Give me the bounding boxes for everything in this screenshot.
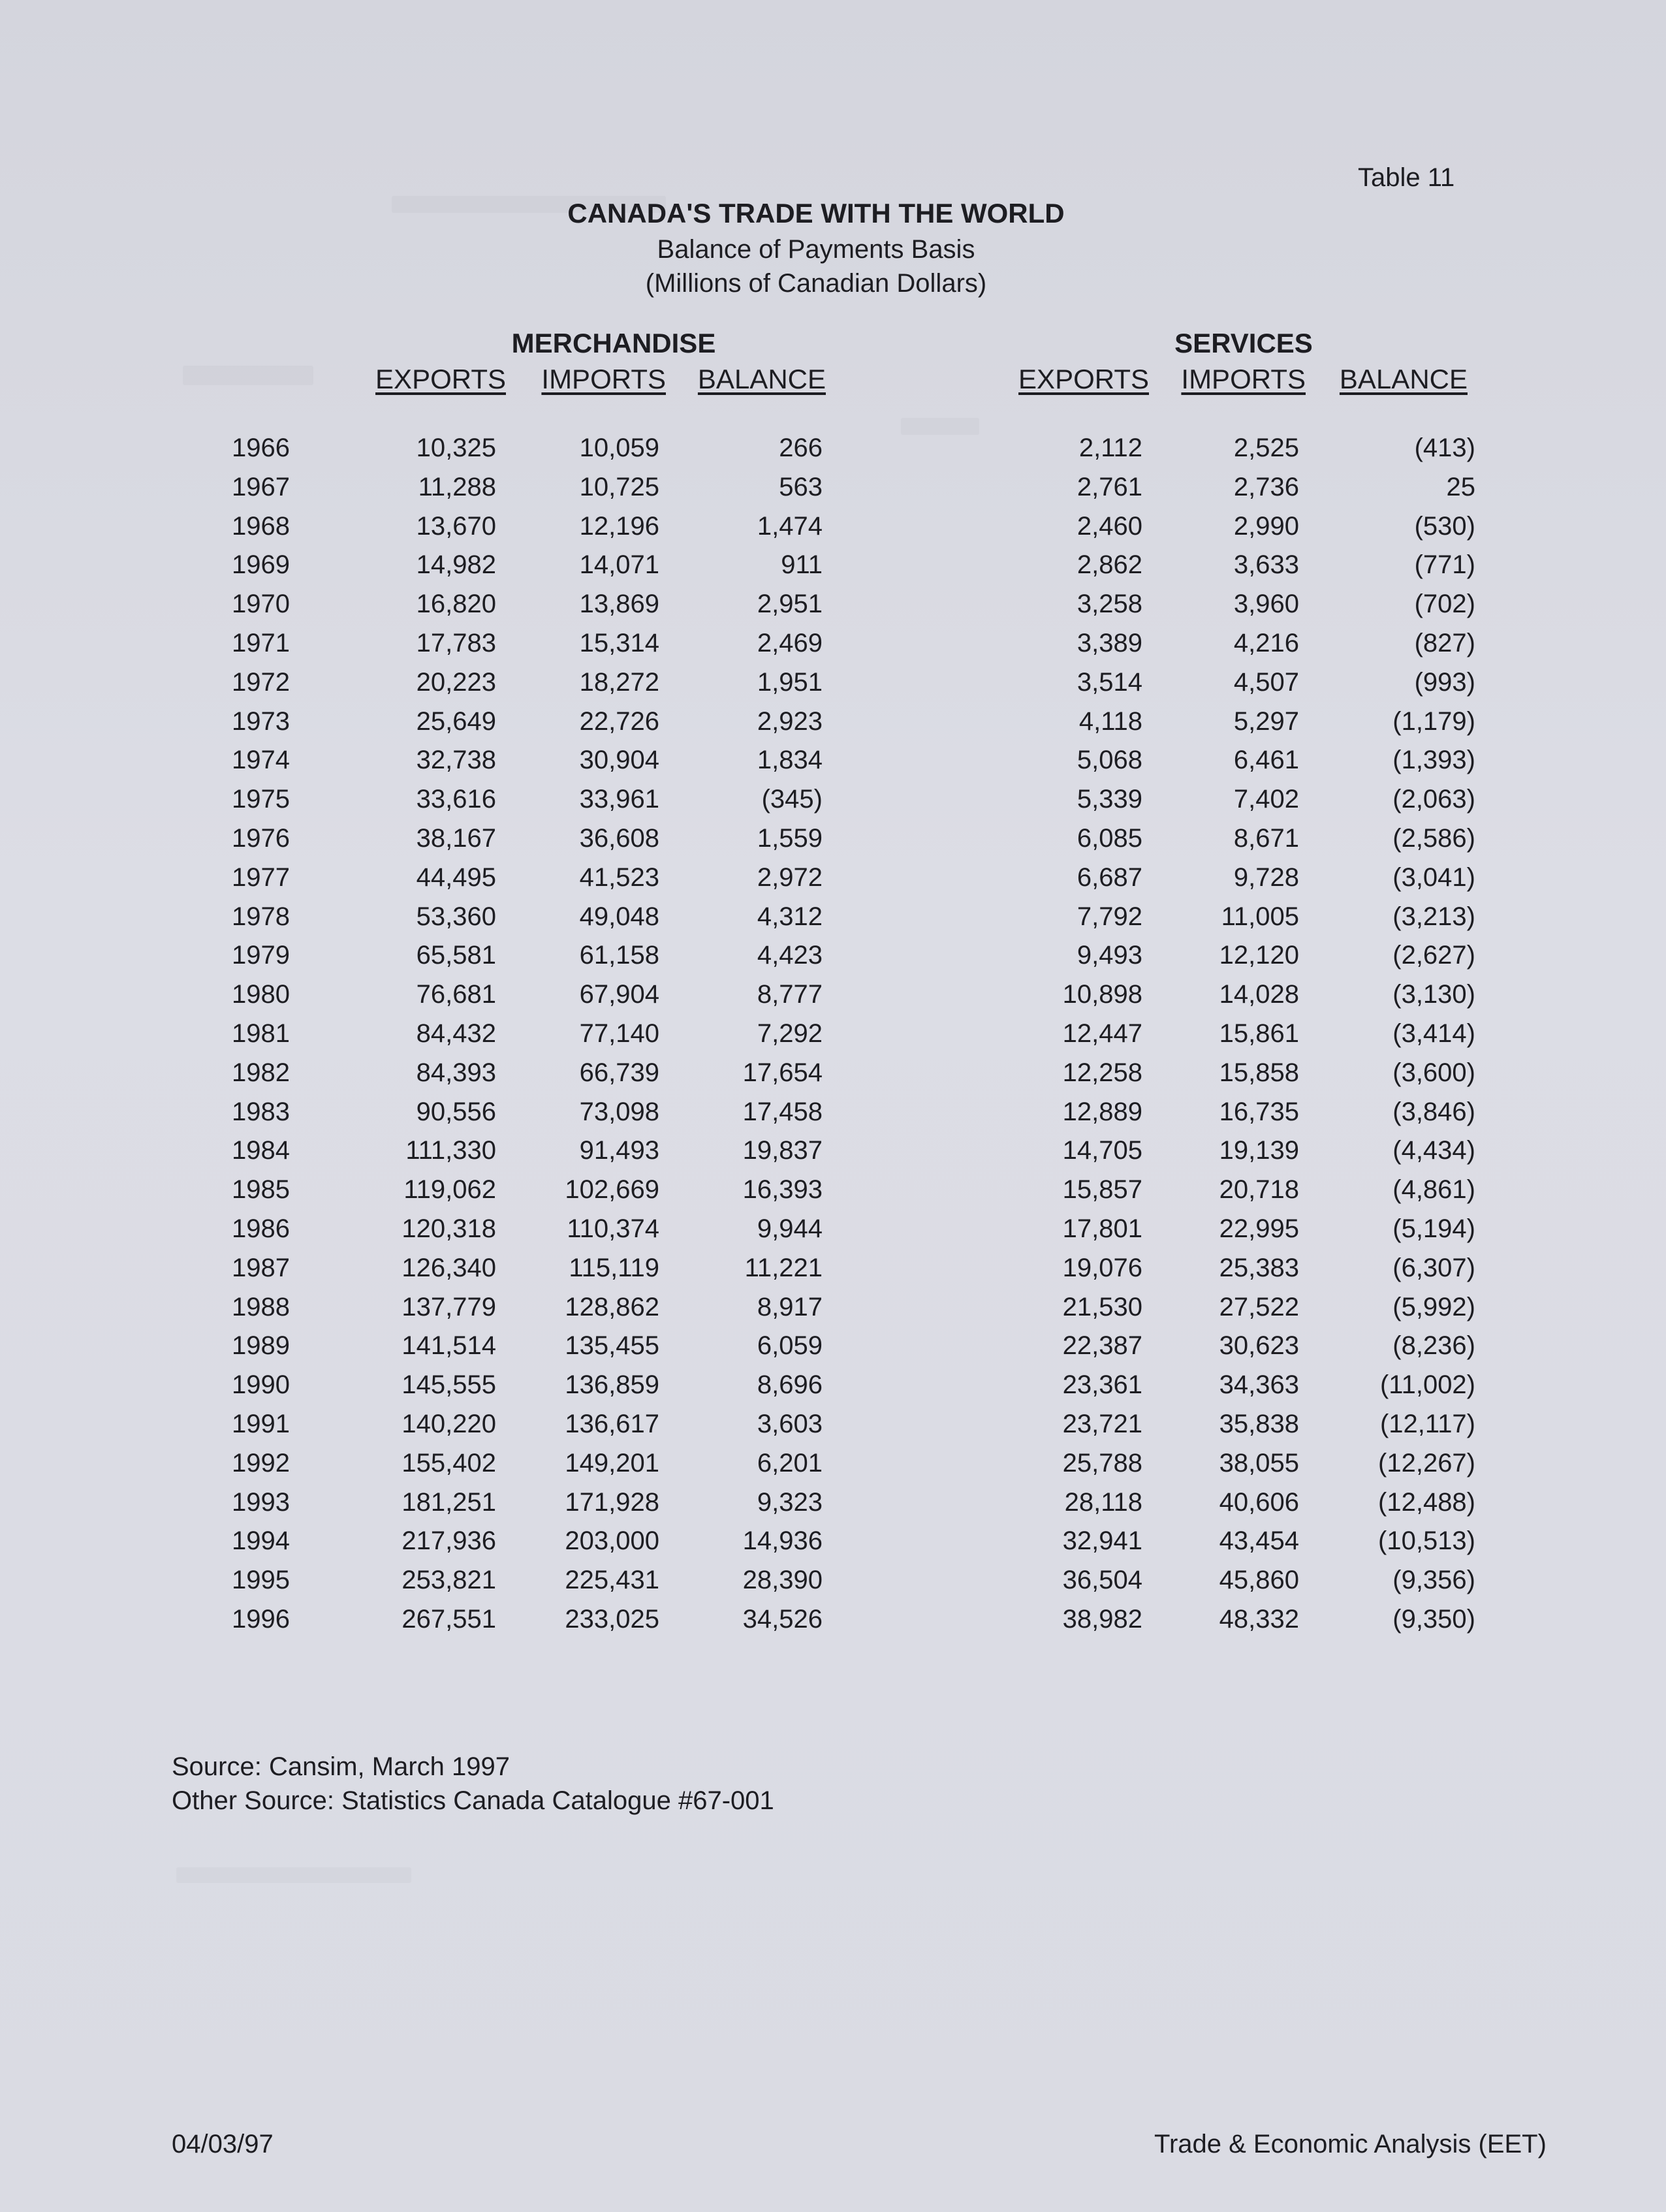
serv-balance-cell: (1,179) (1392, 706, 1475, 736)
merch-balance-cell: 19,837 (742, 1136, 823, 1165)
merch-exports-cell: 16,820 (416, 590, 496, 619)
year-cell: 1982 (232, 1058, 290, 1087)
merch-exports-cell: 13,670 (416, 511, 496, 541)
serv-exports-cell: 12,447 (1062, 1019, 1142, 1048)
year-cell: 1981 (232, 1019, 290, 1048)
merch-imports-cell: 233,025 (565, 1604, 659, 1634)
merch-imports-cell: 49,048 (579, 902, 659, 931)
serv-exports-cell: 12,889 (1062, 1097, 1142, 1126)
year-cell: 1977 (232, 862, 290, 892)
merch-balance-cell: 34,526 (742, 1604, 823, 1634)
merch-exports-cell: 267,551 (401, 1604, 496, 1634)
merch-exports-cell: 137,779 (401, 1292, 496, 1321)
serv-exports-cell: 3,258 (1077, 590, 1142, 619)
merch-balance-cell: 17,654 (742, 1058, 823, 1087)
serv-exports-cell: 3,389 (1077, 628, 1142, 657)
merch-imports-cell: 115,119 (569, 1253, 659, 1282)
serv-exports-cell: 5,339 (1077, 785, 1142, 814)
table-row (0, 1488, 1666, 1527)
serv-balance-cell: (9,356) (1392, 1566, 1475, 1595)
table-row (0, 1410, 1666, 1449)
merch-imports-cell: 203,000 (565, 1526, 659, 1556)
bleed-through-mark (176, 1867, 411, 1883)
serv-imports-cell: 20,718 (1219, 1175, 1299, 1205)
table-row (0, 473, 1666, 512)
footer-date: 04/03/97 (172, 2130, 274, 2158)
year-cell: 1987 (232, 1253, 290, 1282)
merch-exports-cell: 53,360 (416, 902, 496, 931)
serv-exports-cell: 10,898 (1062, 980, 1142, 1009)
merch-imports-cell: 66,739 (579, 1058, 659, 1087)
merch-balance-cell: 6,059 (757, 1331, 823, 1361)
serv-balance-cell: (4,861) (1392, 1175, 1475, 1205)
table-row (0, 1526, 1666, 1566)
merch-balance-cell: 17,458 (742, 1097, 823, 1126)
bleed-through-mark (901, 418, 979, 435)
year-cell: 1990 (232, 1370, 290, 1400)
serv-exports-cell: 25,788 (1062, 1448, 1142, 1477)
merch-exports-cell: 65,581 (416, 941, 496, 970)
serv-imports-cell: 34,363 (1219, 1370, 1299, 1400)
serv-balance-cell: (702) (1414, 590, 1475, 619)
serv-exports-cell: 15,857 (1062, 1175, 1142, 1205)
serv-exports-cell: 3,514 (1077, 667, 1142, 697)
merch-balance-cell: 2,923 (757, 706, 823, 736)
merch-imports-cell: 33,961 (579, 785, 659, 814)
serv-balance-cell: (9,350) (1392, 1604, 1475, 1634)
serv-imports-cell: 14,028 (1219, 980, 1299, 1009)
year-cell: 1995 (232, 1566, 290, 1595)
merch-imports-cell: 41,523 (579, 862, 659, 892)
serv-exports-cell: 23,721 (1062, 1409, 1142, 1438)
merch-exports-cell: 76,681 (416, 980, 496, 1009)
merch-imports-cell: 149,201 (565, 1448, 659, 1477)
merch-exports-cell: 119,062 (403, 1175, 496, 1205)
merch-exports-cell: 14,982 (416, 550, 496, 580)
merch-balance-header: BALANCE (697, 364, 826, 394)
serv-imports-cell: 15,861 (1219, 1019, 1299, 1048)
year-cell: 1972 (232, 667, 290, 697)
table-row (0, 1370, 1666, 1410)
serv-balance-cell: (2,063) (1392, 785, 1475, 814)
serv-exports-cell: 6,687 (1077, 862, 1142, 892)
serv-exports-cell: 2,460 (1077, 511, 1142, 541)
serv-imports-cell: 6,461 (1233, 746, 1299, 775)
merch-exports-cell: 38,167 (416, 823, 496, 853)
merch-exports-cell: 44,495 (416, 862, 496, 892)
merch-balance-cell: 28,390 (742, 1566, 823, 1595)
merch-balance-cell: 8,777 (757, 980, 823, 1009)
merch-imports-cell: 136,617 (565, 1409, 659, 1438)
serv-imports-cell: 22,995 (1219, 1214, 1299, 1243)
serv-imports-cell: 8,671 (1233, 823, 1299, 853)
trade-table-body (0, 434, 1666, 1644)
merch-balance-cell: 266 (779, 434, 823, 462)
table-row (0, 824, 1666, 863)
merch-exports-cell: 17,783 (416, 628, 496, 657)
year-cell: 1973 (232, 706, 290, 736)
merch-balance-cell: 9,944 (757, 1214, 823, 1243)
merch-exports-cell: 33,616 (416, 785, 496, 814)
serv-imports-cell: 38,055 (1219, 1448, 1299, 1477)
sources (172, 1750, 774, 1818)
serv-balance-cell: (11,002) (1379, 1370, 1475, 1400)
serv-imports-cell: 11,005 (1221, 902, 1299, 931)
merch-balance-cell: 11,221 (744, 1253, 823, 1282)
serv-balance-cell: 25 (1446, 472, 1475, 501)
table-row (0, 707, 1666, 746)
year-cell: 1980 (232, 980, 290, 1009)
merch-exports-cell: 25,649 (416, 706, 496, 736)
serv-balance-cell: (2,586) (1392, 823, 1475, 853)
merch-balance-cell: 8,696 (757, 1370, 823, 1400)
serv-exports-cell: 2,112 (1078, 434, 1142, 462)
page-title: CANADA'S TRADE WITH THE WORLD (567, 198, 1065, 229)
table-row (0, 629, 1666, 668)
serv-balance-cell: (12,488) (1378, 1487, 1475, 1517)
table-row (0, 1136, 1666, 1175)
merch-exports-cell: 84,393 (416, 1058, 496, 1087)
table-row (0, 434, 1666, 473)
merch-exports-cell: 20,223 (416, 667, 496, 697)
serv-imports-cell: 7,402 (1233, 785, 1299, 814)
serv-exports-cell: 22,387 (1062, 1331, 1142, 1361)
table-row (0, 1566, 1666, 1605)
bleed-through-mark (183, 366, 313, 385)
serv-imports-cell: 19,139 (1219, 1136, 1299, 1165)
serv-exports-cell: 17,801 (1062, 1214, 1142, 1243)
year-cell: 1969 (232, 550, 290, 580)
merch-exports-header: EXPORTS (375, 364, 506, 394)
merch-imports-cell: 12,196 (579, 511, 659, 541)
serv-imports-cell: 16,735 (1219, 1097, 1299, 1126)
merch-exports-cell: 181,251 (401, 1487, 496, 1517)
year-cell: 1966 (232, 434, 290, 462)
merch-imports-cell: 128,862 (565, 1292, 659, 1321)
merch-exports-cell: 120,318 (401, 1214, 496, 1243)
table-row (0, 1254, 1666, 1293)
serv-balance-cell: (413) (1414, 434, 1475, 462)
serv-imports-cell: 35,838 (1219, 1409, 1299, 1438)
merch-exports-cell: 253,821 (401, 1566, 496, 1595)
serv-balance-cell: (2,627) (1392, 941, 1475, 970)
merch-imports-cell: 102,669 (565, 1175, 659, 1205)
merch-balance-cell: 1,951 (757, 667, 823, 697)
table-row (0, 863, 1666, 902)
merch-balance-cell: 6,201 (757, 1448, 823, 1477)
serv-balance-cell: (10,513) (1378, 1526, 1475, 1556)
year-cell: 1989 (232, 1331, 290, 1361)
merch-balance-cell: 1,834 (757, 746, 823, 775)
serv-balance-cell: (5,194) (1392, 1214, 1475, 1243)
merch-balance-cell: 1,559 (757, 823, 823, 853)
merch-exports-cell: 32,738 (416, 746, 496, 775)
merch-balance-cell: 4,312 (757, 902, 823, 931)
merch-balance-cell: 1,474 (757, 511, 823, 541)
merch-balance-cell: 16,393 (742, 1175, 823, 1205)
serv-imports-cell: 2,736 (1233, 472, 1299, 501)
table-row (0, 1605, 1666, 1644)
table-row (0, 590, 1666, 629)
table-row (0, 902, 1666, 941)
serv-balance-cell: (3,130) (1392, 980, 1475, 1009)
table-row (0, 746, 1666, 785)
serv-exports-cell: 2,761 (1077, 472, 1142, 501)
serv-exports-cell: 28,118 (1064, 1487, 1142, 1517)
serv-exports-cell: 21,530 (1062, 1292, 1142, 1321)
serv-balance-cell: (530) (1414, 511, 1475, 541)
year-cell: 1996 (232, 1604, 290, 1634)
year-cell: 1983 (232, 1097, 290, 1126)
serv-exports-cell: 9,493 (1077, 941, 1142, 970)
merch-exports-cell: 126,340 (401, 1253, 496, 1282)
serv-exports-cell: 5,068 (1077, 746, 1142, 775)
merch-exports-cell: 217,936 (401, 1526, 496, 1556)
serv-balance-cell: (12,267) (1378, 1448, 1475, 1477)
year-cell: 1984 (232, 1136, 290, 1165)
merch-imports-cell: 77,140 (579, 1019, 659, 1048)
serv-balance-cell: (5,992) (1392, 1292, 1475, 1321)
merch-exports-cell: 11,288 (418, 472, 496, 501)
serv-exports-cell: 6,085 (1077, 823, 1142, 853)
merch-imports-cell: 14,071 (579, 550, 659, 580)
merch-balance-cell: 3,603 (757, 1409, 823, 1438)
year-cell: 1994 (232, 1526, 290, 1556)
merch-balance-cell: (345) (761, 785, 823, 814)
serv-exports-cell: 38,982 (1062, 1604, 1142, 1634)
year-cell: 1976 (232, 823, 290, 853)
serv-balance-cell: (3,414) (1392, 1019, 1475, 1048)
merch-balance-cell: 14,936 (742, 1526, 823, 1556)
merch-balance-cell: 563 (779, 472, 823, 501)
units-note: (Millions of Canadian Dollars) (645, 269, 987, 298)
merch-imports-cell: 36,608 (579, 823, 659, 853)
merch-exports-cell: 155,402 (401, 1448, 496, 1477)
table-row (0, 1019, 1666, 1058)
serv-balance-cell: (3,846) (1392, 1097, 1475, 1126)
merch-balance-cell: 2,469 (757, 628, 823, 657)
title-block (555, 195, 1077, 300)
merch-exports-cell: 111,330 (405, 1136, 496, 1165)
year-cell: 1993 (232, 1487, 290, 1517)
merch-imports-cell: 61,158 (579, 941, 659, 970)
serv-balance-cell: (3,213) (1392, 902, 1475, 931)
merch-exports-cell: 145,555 (401, 1370, 496, 1400)
year-cell: 1971 (232, 628, 290, 657)
merch-imports-cell: 91,493 (579, 1136, 659, 1165)
year-cell: 1991 (232, 1409, 290, 1438)
merch-imports-cell: 10,059 (579, 434, 659, 462)
merch-imports-cell: 10,725 (579, 472, 659, 501)
table-row (0, 980, 1666, 1019)
serv-exports-cell: 12,258 (1062, 1058, 1142, 1087)
year-cell: 1988 (232, 1292, 290, 1321)
serv-imports-cell: 15,858 (1219, 1058, 1299, 1087)
year-cell: 1974 (232, 746, 290, 775)
merchandise-heading: MERCHANDISE (511, 328, 716, 358)
table-row (0, 1058, 1666, 1098)
merch-balance-cell: 2,972 (757, 862, 823, 892)
serv-balance-cell: (3,600) (1392, 1058, 1475, 1087)
merch-imports-header: IMPORTS (541, 364, 666, 394)
serv-imports-cell: 40,606 (1219, 1487, 1299, 1517)
merch-imports-cell: 135,455 (565, 1331, 659, 1361)
serv-balance-cell: (6,307) (1392, 1253, 1475, 1282)
year-cell: 1978 (232, 902, 290, 931)
serv-balance-cell: (993) (1414, 667, 1475, 697)
serv-exports-cell: 36,504 (1062, 1566, 1142, 1595)
serv-imports-cell: 45,860 (1219, 1566, 1299, 1595)
year-cell: 1979 (232, 941, 290, 970)
merch-imports-cell: 22,726 (579, 706, 659, 736)
serv-imports-cell: 3,633 (1233, 550, 1299, 580)
serv-exports-cell: 2,862 (1077, 550, 1142, 580)
merch-imports-cell: 171,928 (565, 1487, 659, 1517)
serv-imports-cell: 9,728 (1233, 862, 1299, 892)
other-source-note: Other Source: Statistics Canada Catalogue #67-001 (172, 1786, 774, 1815)
serv-exports-cell: 7,792 (1077, 902, 1142, 931)
year-cell: 1992 (232, 1448, 290, 1477)
serv-imports-cell: 2,990 (1233, 511, 1299, 541)
serv-balance-cell: (3,041) (1392, 862, 1475, 892)
serv-balance-cell: (827) (1414, 628, 1475, 657)
year-cell: 1986 (232, 1214, 290, 1243)
serv-exports-cell: 14,705 (1062, 1136, 1142, 1165)
serv-balance-cell: (771) (1414, 550, 1475, 580)
table-row (0, 1449, 1666, 1488)
table-row (0, 1175, 1666, 1214)
year-cell: 1968 (232, 511, 290, 541)
footer-org: Trade & Economic Analysis (EET) (1154, 2130, 1547, 2158)
merch-balance-cell: 9,323 (757, 1487, 823, 1517)
merch-exports-cell: 84,432 (416, 1019, 496, 1048)
year-cell: 1985 (232, 1175, 290, 1205)
merch-imports-cell: 73,098 (579, 1097, 659, 1126)
merch-imports-cell: 67,904 (579, 980, 659, 1009)
serv-exports-cell: 23,361 (1062, 1370, 1142, 1400)
serv-exports-cell: 4,118 (1078, 706, 1142, 736)
serv-imports-cell: 25,383 (1219, 1253, 1299, 1282)
serv-imports-cell: 2,525 (1233, 434, 1299, 462)
merch-exports-cell: 141,514 (401, 1331, 496, 1361)
serv-exports-cell: 32,941 (1062, 1526, 1142, 1556)
merch-exports-cell: 140,220 (401, 1409, 496, 1438)
serv-balance-cell: (4,434) (1392, 1136, 1475, 1165)
merch-balance-cell: 4,423 (757, 941, 823, 970)
merch-exports-cell: 90,556 (416, 1097, 496, 1126)
merch-balance-cell: 8,917 (757, 1292, 823, 1321)
serv-exports-cell: 19,076 (1062, 1253, 1142, 1282)
source-note: Source: Cansim, March 1997 (172, 1752, 511, 1781)
merch-balance-cell: 911 (781, 550, 823, 580)
merch-balance-cell: 2,951 (757, 590, 823, 619)
table-row (0, 1331, 1666, 1370)
serv-imports-cell: 43,454 (1219, 1526, 1299, 1556)
serv-imports-header: IMPORTS (1181, 364, 1306, 394)
merch-imports-cell: 18,272 (579, 667, 659, 697)
serv-imports-cell: 4,216 (1233, 628, 1299, 657)
table-row (0, 1098, 1666, 1137)
page-subtitle: Balance of Payments Basis (657, 235, 975, 264)
serv-imports-cell: 3,960 (1233, 590, 1299, 619)
table-row (0, 550, 1666, 590)
serv-imports-cell: 12,120 (1219, 941, 1299, 970)
serv-imports-cell: 4,507 (1233, 667, 1299, 697)
table-row (0, 785, 1666, 824)
table-number: Table 11 (1358, 163, 1455, 192)
merch-balance-cell: 7,292 (757, 1019, 823, 1048)
serv-imports-cell: 30,623 (1219, 1331, 1299, 1361)
serv-balance-header: BALANCE (1339, 364, 1468, 394)
serv-balance-cell: (12,117) (1379, 1409, 1475, 1438)
year-cell: 1970 (232, 590, 290, 619)
table-row (0, 668, 1666, 707)
table-row (0, 941, 1666, 980)
table-row (0, 512, 1666, 551)
merch-imports-cell: 13,869 (579, 590, 659, 619)
serv-balance-cell: (1,393) (1392, 746, 1475, 775)
merch-exports-cell: 10,325 (416, 434, 496, 462)
merch-imports-cell: 136,859 (565, 1370, 659, 1400)
serv-imports-cell: 48,332 (1219, 1604, 1299, 1634)
merch-imports-cell: 225,431 (565, 1566, 659, 1595)
serv-imports-cell: 5,297 (1233, 706, 1299, 736)
year-cell: 1975 (232, 785, 290, 814)
table-row (0, 1293, 1666, 1332)
serv-imports-cell: 27,522 (1219, 1292, 1299, 1321)
merch-imports-cell: 30,904 (579, 746, 659, 775)
serv-exports-header: EXPORTS (1018, 364, 1149, 394)
merch-imports-cell: 110,374 (567, 1214, 659, 1243)
year-cell: 1967 (232, 472, 290, 501)
services-heading: SERVICES (1174, 328, 1313, 358)
merch-imports-cell: 15,314 (579, 628, 659, 657)
serv-balance-cell: (8,236) (1392, 1331, 1475, 1361)
table-row (0, 1214, 1666, 1254)
